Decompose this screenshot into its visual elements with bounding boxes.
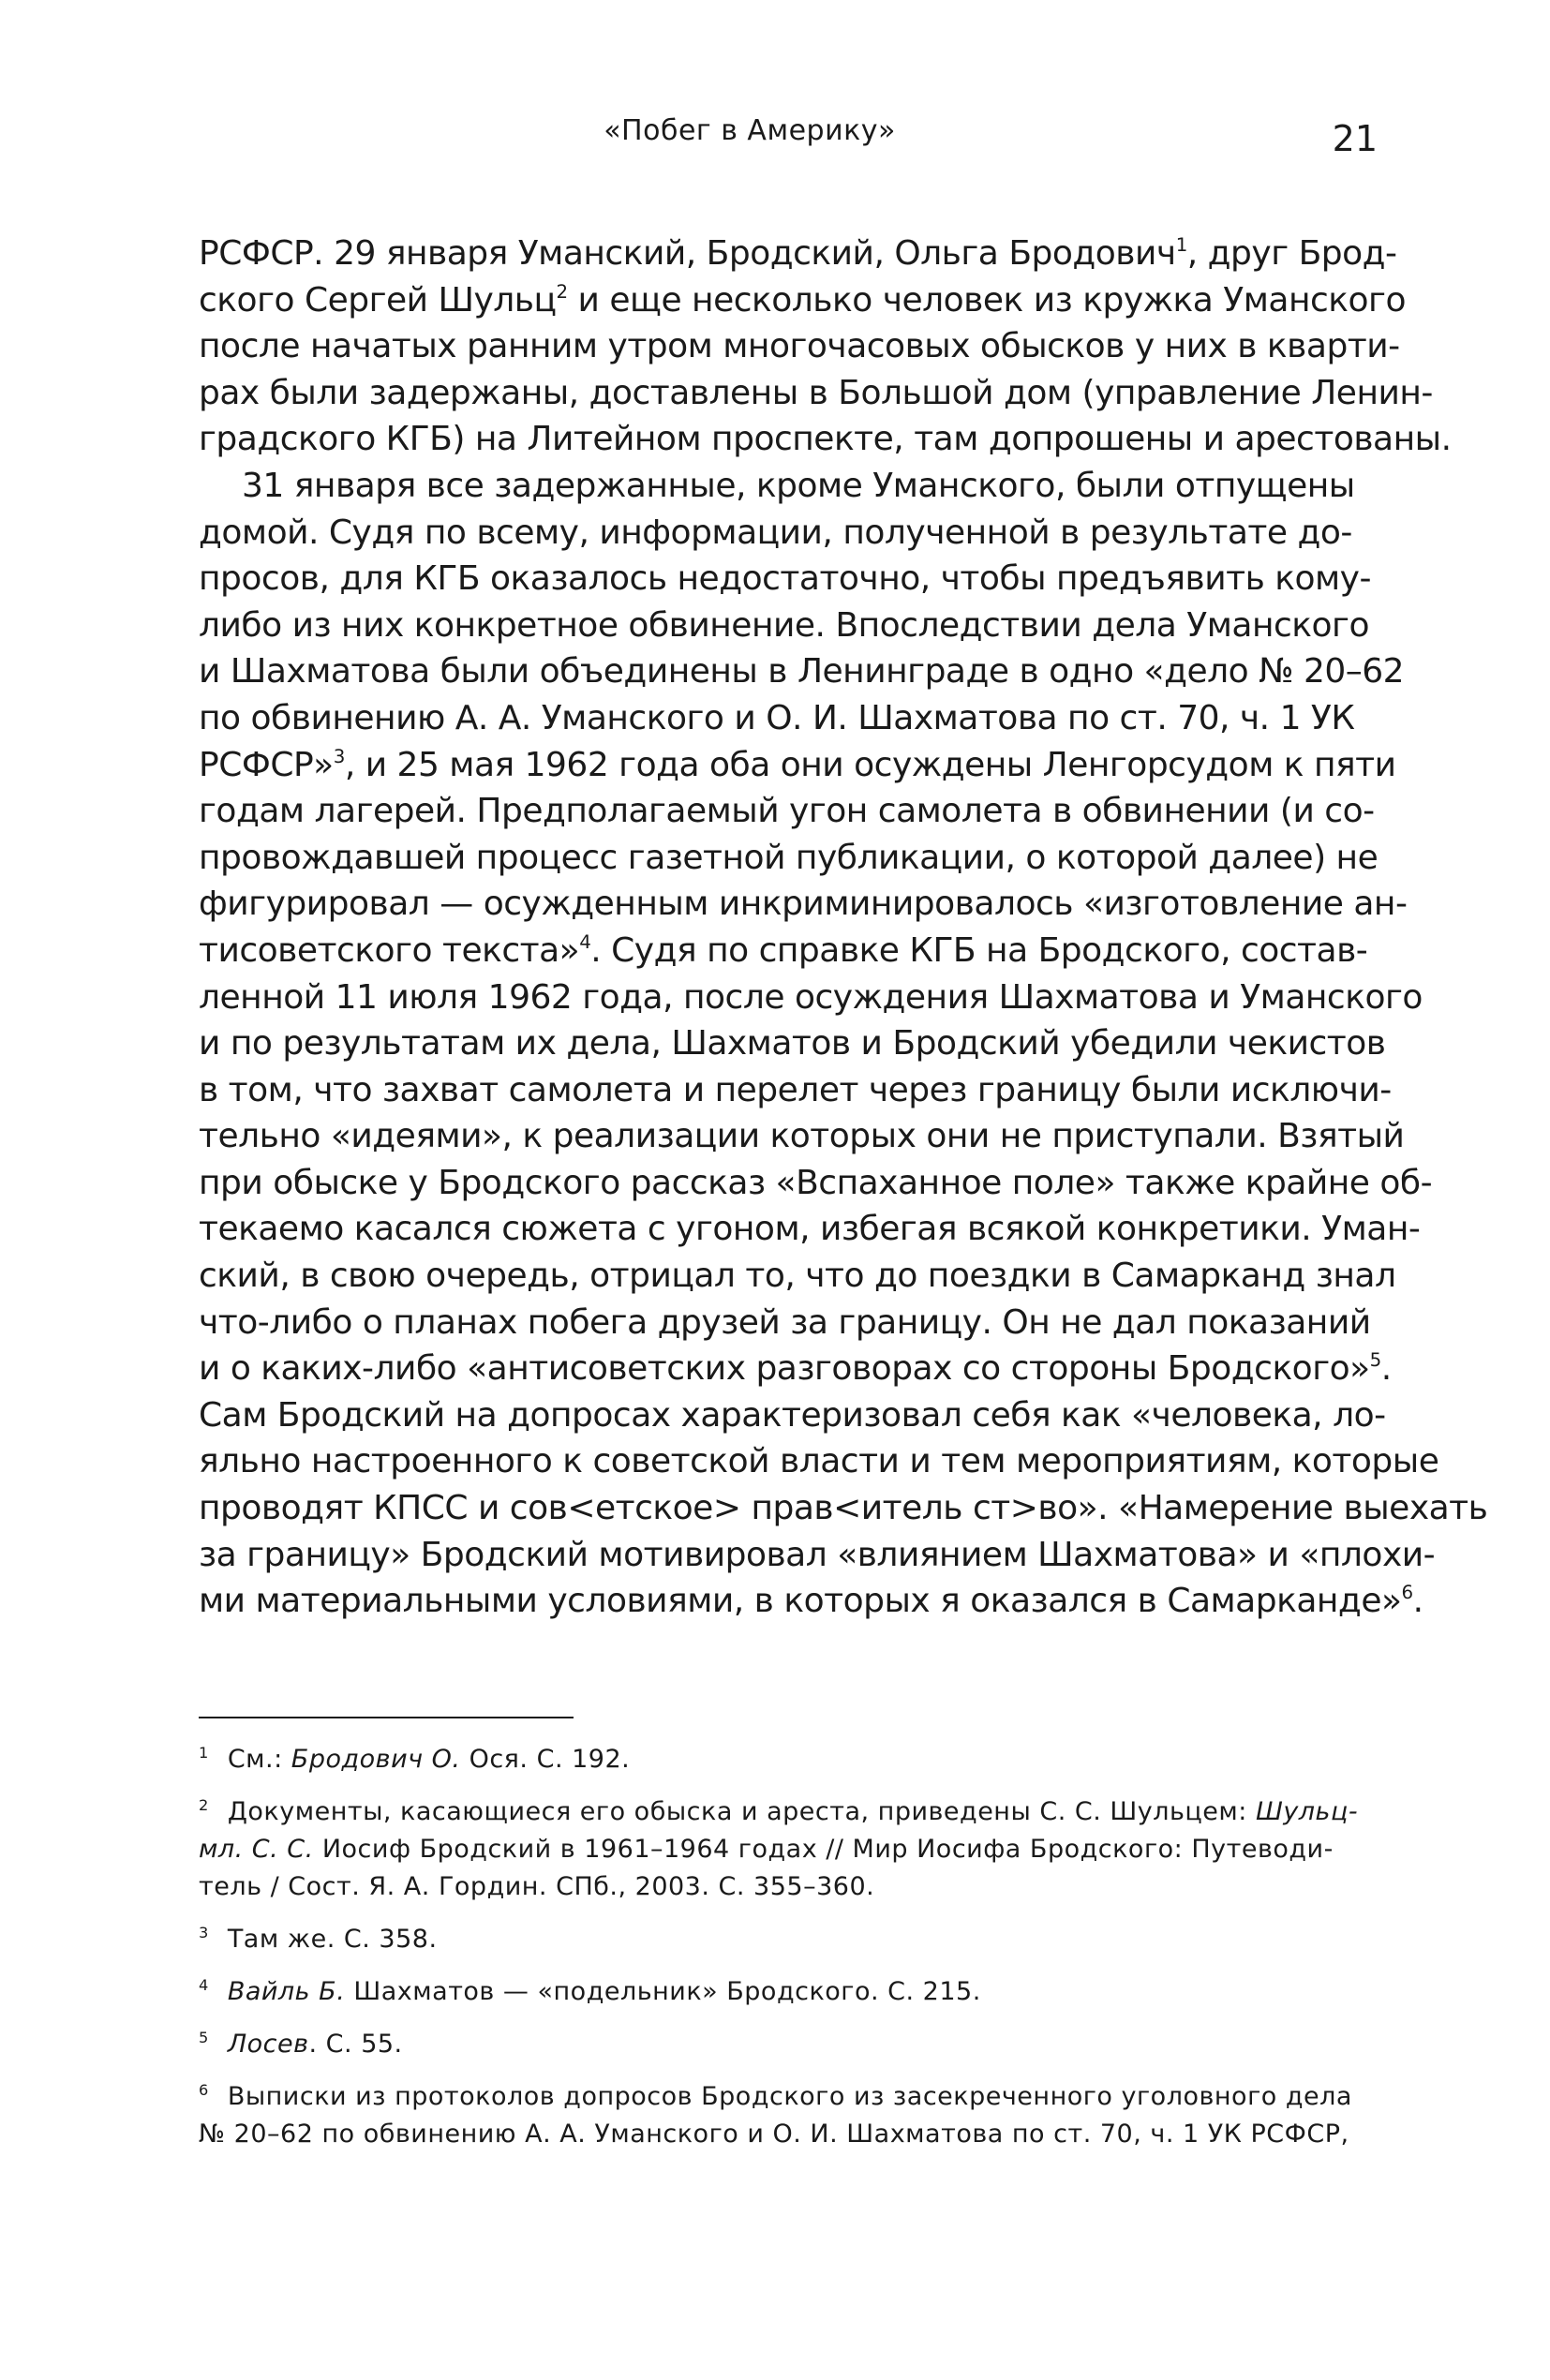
text-line: просов, для КГБ оказалось недостаточно, чтобы предъявить кому- [199, 559, 1371, 599]
footnote-4 [199, 1973, 1304, 2011]
footnote-divider [199, 1717, 574, 1718]
footnote-line: $^1$ См.: Бродович О. Ося. С. 192. [199, 1744, 631, 1774]
text-line: ского Сергей Шульц$^2$ и еще несколько человек из кружка Уманского [199, 280, 1406, 320]
text-line: тельно «идеями», к реализации которых они не приступали. Взятый [199, 1117, 1405, 1156]
text-line: проводят КПСС и сов<етское> прав<итель ст>во». «Намерение выехать [199, 1489, 1488, 1528]
text-line: либо из них конкретное обвинение. Впоследствии дела Уманского [199, 605, 1369, 645]
text-line: градского КГБ) на Литейном проспекте, там допрошены и арестованы. [199, 420, 1452, 459]
footnote-ref: 3 [333, 745, 345, 767]
text-line: по обвинению А. А. Уманского и О. И. Шахматова по ст. 70, ч. 1 УК [199, 698, 1355, 737]
text-line: за границу» Бродский мотивировал «влиянием Шахматова» и «плохи- [199, 1535, 1436, 1574]
footnote-ref: 5 [1369, 1349, 1381, 1372]
text-line: и по результатам их дела, Шахматов и Бродский убедили чекистов [199, 1024, 1386, 1064]
text-line: ский, в свою очередь, отрицал то, что до поездки в Самарканд знал [199, 1257, 1396, 1296]
footnote-line: $^3$ Там же. С. 358. [199, 1924, 438, 1954]
footnote-line: мл. С. С. Иосиф Бродский в 1961–1964 годах // Мир Иосифа Бродского: Путеводи- [199, 1835, 1334, 1864]
footnote-3 [199, 1921, 1304, 1958]
footnote-number: 5 [199, 2029, 209, 2047]
text-line: 31 января все задержанные, кроме Уманского, были отпущены [242, 466, 1355, 505]
text-line: РСФСР. 29 января Уманский, Бродский, Ольга Бродович$^1$, друг Брод- [199, 234, 1397, 273]
text-line: тисоветского текста»$^4$. Судя по справке КГБ на Бродского, состав- [199, 930, 1368, 970]
footnote-ref: 1 [1175, 234, 1187, 257]
text-line: и Шахматова были объединены в Ленинграде в одно «дело № 20–62 [199, 652, 1405, 692]
main-text [199, 231, 1488, 1625]
text-line: рах были задержаны, доставлены в Большой дом (управление Ленин- [199, 373, 1433, 412]
footnote-line: $^4$ Вайль Б. Шахматов — «подельник» Бродского. С. 215. [199, 1976, 981, 2006]
text-line: в том, что захват самолета и перелет через границу были исключи- [199, 1070, 1392, 1109]
text-line: и о каких-либо «антисоветских разговорах со стороны Бродского»$^5$. [199, 1349, 1392, 1389]
footnote-ref: 2 [556, 280, 568, 303]
footnotes [199, 1741, 1359, 2168]
text-line: после начатых ранним утром многочасовых обысков у них в кварти- [199, 327, 1400, 366]
text-line: текаемо касался сюжета с угоном, избегая всякой конкретики. Уман- [199, 1210, 1421, 1249]
footnote-line: $^2$ Документы, касающиеся его обыска и ареста, приведены С. С. Шульцем: Шульц- [199, 1796, 1359, 1826]
footnote-line: $^5$ Лосев. С. 55. [199, 2029, 403, 2059]
footnote-number: 2 [199, 1796, 209, 1815]
footnote-number: 6 [199, 2081, 209, 2100]
text-line: домой. Судя по всему, информации, полученной в результате до- [199, 513, 1352, 552]
footnote-5 [199, 2026, 1304, 2063]
footnote-1 [199, 1741, 1304, 1778]
text-line: Сам Бродский на допросах характеризовал себя как «человека, ло- [199, 1395, 1386, 1435]
footnote-line: № 20–62 по обвинению А. А. Уманского и О. И. Шахматова по ст. 70, ч. 1 УК РСФСР, [199, 2120, 1349, 2149]
text-line: фигурировал — осужденным инкриминировалось «изготовление ан- [199, 885, 1408, 924]
text-line: РСФСР»$^3$, и 25 мая 1962 года оба они осуждены Ленгорсудом к пяти [199, 745, 1396, 784]
footnote-ref: 4 [579, 931, 591, 954]
text-line: годам лагерей. Предполагаемый угон самолета в обвинении (и со- [199, 792, 1375, 831]
text-line: яльно настроенного к советской власти и тем мероприятиям, которые [199, 1442, 1439, 1481]
footnote-2 [199, 1793, 1359, 1906]
text-line: при обыске у Бродского рассказ «Вспаханное поле» также крайне об- [199, 1163, 1433, 1202]
footnote-ref: 6 [1401, 1582, 1413, 1604]
page-number: 21 [1332, 118, 1378, 159]
footnote-number: 4 [199, 1976, 209, 1995]
text-line: ми материальными условиями, в которых я оказался в Самарканде»$^6$. [199, 1582, 1423, 1621]
text-line: что-либо о планах побега друзей за границу. Он не дал показаний [199, 1302, 1371, 1342]
footnote-number: 1 [199, 1744, 209, 1763]
text-line: ленной 11 июля 1962 года, после осуждения Шахматова и Уманского [199, 977, 1423, 1017]
footnote-6 [199, 2078, 1352, 2153]
running-head: «Побег в Америку» [604, 114, 896, 147]
footnote-line: тель / Сост. Я. А. Гордин. СПб., 2003. С. 355–360. [199, 1872, 875, 1901]
footnote-line: $^6$ Выписки из протоколов допросов Бродского из засекреченного уголовного дела [199, 2081, 1352, 2111]
text-line: провождавшей процесс газетной публикации, о которой далее) не [199, 838, 1379, 877]
footnote-number: 3 [199, 1924, 209, 1942]
